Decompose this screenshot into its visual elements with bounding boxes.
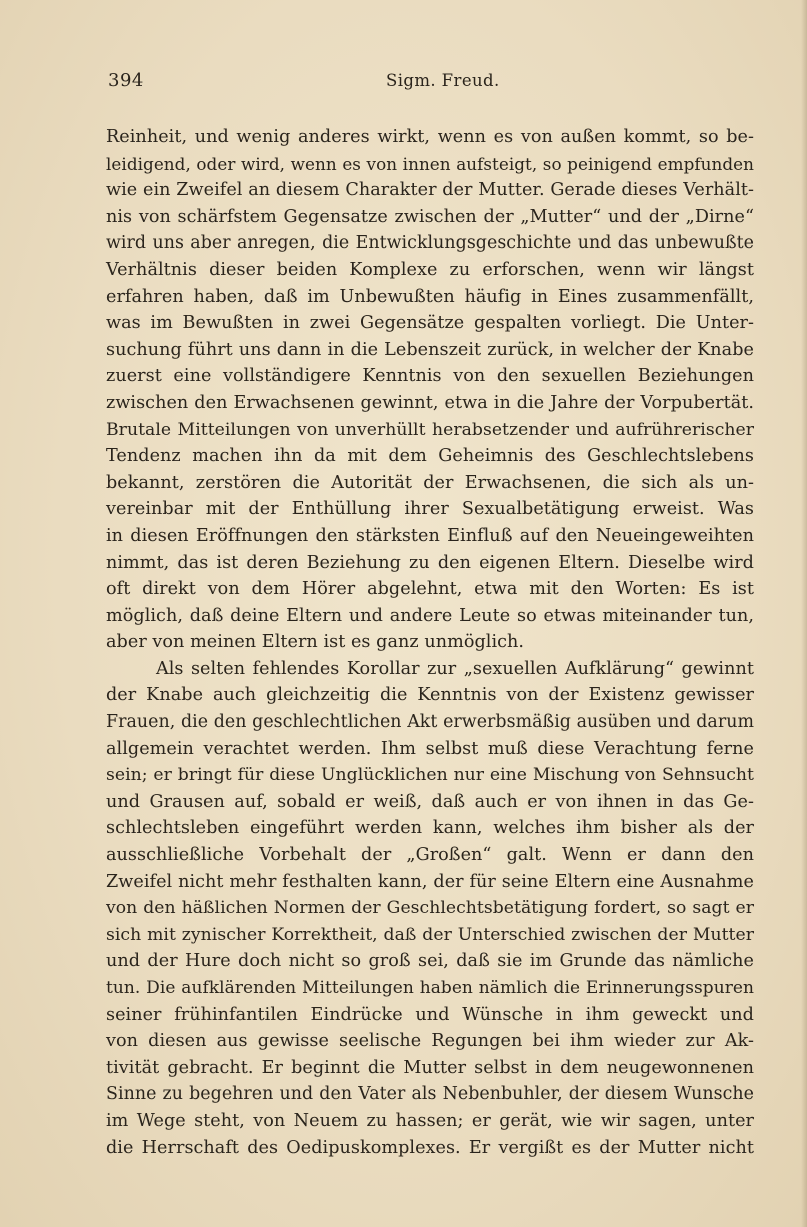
text-line: erfahren haben, daß im Unbewußten häufig in Eines zusammenfällt, <box>106 286 754 307</box>
text-line: sein; er bringt für diese Unglücklichen nur eine Mischung von Sehnsucht <box>106 765 754 786</box>
text-line: suchung führt uns dann in die Lebenszeit zurück, in welcher der Knabe <box>106 339 754 360</box>
text-line: Brutale Mitteilungen von unverhüllt herabsetzender und aufrührerischer <box>106 419 754 440</box>
text-line: schlechtsleben eingeführt werden kann, welches ihm bisher als der <box>106 818 754 839</box>
text-line: ausschließliche Vorbehalt der „Großen“ galt. Wenn er dann den <box>106 845 754 866</box>
text-line: nis von schärfstem Gegensatze zwischen der „Mutter“ und der „Dirne“ <box>106 206 754 227</box>
text-line: Reinheit, und wenig anderes wirkt, wenn es von außen kommt, so be- <box>106 127 754 147</box>
text-line: seiner frühinfantilen Eindrücke und Wünsche in ihm geweckt und <box>106 1004 754 1025</box>
text-line: leidigend, oder wird, wenn es von innen aufsteigt, so peinigend empfunden <box>106 153 754 174</box>
text-line: tivität gebracht. Er beginnt die Mutter selbst in dem neugewonnenen <box>106 1057 754 1078</box>
text-line: allgemein verachtet werden. Ihm selbst muß diese Verachtung ferne <box>106 738 754 759</box>
text-line: zuerst eine vollständigere Kenntnis von den sexuellen Beziehungen <box>106 366 754 387</box>
text-line: tun. Die aufklärenden Mitteilungen haben nämlich die Erinnerungsspuren <box>106 978 754 998</box>
text-line: vereinbar mit der Enthüllung ihrer Sexualbetätigung erweist. Was <box>106 499 754 520</box>
text-line: sich mit zynischer Korrektheit, daß der Unterschied zwischen der Mutter <box>106 924 754 945</box>
paragraph-first-line: Als selten fehlendes Korollar zur „sexuellen Aufklärung“ gewinnt <box>156 658 754 679</box>
text-line: von diesen aus gewisse seelische Regungen bei ihm wieder zur Ak- <box>106 1031 754 1052</box>
text-line: von den häßlichen Normen der Geschlechtsbetätigung fordert, so sagt er <box>106 898 754 919</box>
page-header <box>108 70 753 100</box>
text-line: die Herrschaft des Oedipuskomplexes. Er vergißt es der Mutter nicht <box>106 1137 754 1158</box>
text-line: und Grausen auf, sobald er weiß, daß auch er von ihnen in das Ge- <box>106 791 754 812</box>
text-line: möglich, daß deine Eltern und andere Leute so etwas miteinander tun, <box>106 605 754 626</box>
paragraph-last-line: aber von meinen Eltern ist es ganz unmöglich. <box>106 632 525 653</box>
page-edge-shadow <box>801 0 807 1227</box>
text-line: und der Hure doch nicht so groß sei, daß sie im Grunde das nämliche <box>106 951 754 972</box>
text-line: was im Bewußten in zwei Gegensätze gespalten vorliegt. Die Unter- <box>106 313 754 334</box>
running-head: Sigm. Freud. <box>386 71 500 90</box>
body-text <box>106 124 754 1161</box>
text-line: der Knabe auch gleichzeitig die Kenntnis von der Existenz gewisser <box>106 685 754 706</box>
text-line: Sinne zu begehren und den Vater als Nebenbuhler, der diesem Wunsche <box>106 1084 754 1105</box>
text-line: zwischen den Erwachsenen gewinnt, etwa in die Jahre der Vorpubertät. <box>106 392 754 413</box>
text-line: Verhältnis dieser beiden Komplexe zu erforschen, wenn wir längst <box>106 259 754 280</box>
page-number: 394 <box>108 70 144 91</box>
text-line: oft direkt von dem Hörer abgelehnt, etwa mit den Worten: Es ist <box>106 579 754 600</box>
text-line: nimmt, das ist deren Beziehung zu den eigenen Eltern. Dieselbe wird <box>106 552 754 573</box>
text-line: Frauen, die den geschlechtlichen Akt erwerbsmäßig ausüben und darum <box>106 712 754 733</box>
text-line: in diesen Eröffnungen den stärksten Einfluß auf den Neueingeweihten <box>106 525 754 546</box>
text-line: im Wege steht, von Neuem zu hassen; er gerät, wie wir sagen, unter <box>106 1110 754 1131</box>
text-line: wie ein Zweifel an diesem Charakter der Mutter. Gerade dieses Verhält- <box>106 180 754 201</box>
text-line: Zweifel nicht mehr festhalten kann, der für seine Eltern eine Ausnahme <box>106 871 754 892</box>
text-line: wird uns aber anregen, die Entwicklungsgeschichte und das unbewußte <box>106 233 754 254</box>
text-line: Tendenz machen ihn da mit dem Geheimnis des Geschlechtslebens <box>106 446 754 467</box>
text-line: bekannt, zerstören die Autorität der Erwachsenen, die sich als un- <box>106 472 754 493</box>
